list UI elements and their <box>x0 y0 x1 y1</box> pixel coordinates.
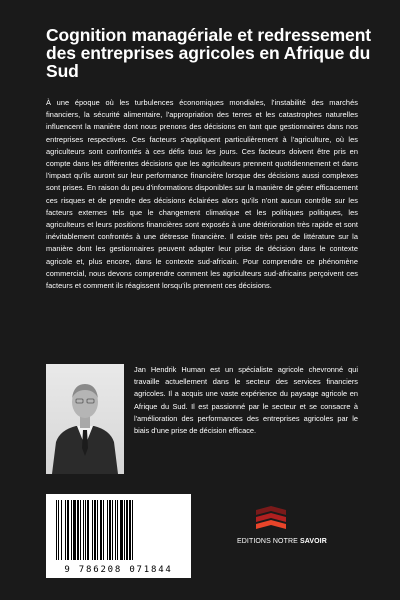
barcode-bar <box>107 500 108 560</box>
author-photo <box>46 364 124 474</box>
publisher-logo-icon <box>254 506 288 532</box>
barcode-bar <box>71 500 72 560</box>
barcode-bar <box>94 500 96 560</box>
barcode-bar <box>103 500 104 560</box>
barcode-bar <box>117 500 118 560</box>
barcode-bar <box>132 500 133 560</box>
publisher-prefix: EDITIONS NOTRE <box>237 538 298 545</box>
barcode-bar <box>67 500 69 560</box>
barcode-bar <box>126 500 128 560</box>
isbn-barcode <box>46 494 191 578</box>
barcode-bar <box>129 500 131 560</box>
barcode-bar <box>115 500 116 560</box>
isbn-number: 9 786208 071844 <box>64 565 173 575</box>
author-bio: Jan Hendrik Human est un spécialiste agricole chevronné qui travaille actuellement dans le secteur des services financiers agricoles. Il a acquis une vaste expérience du paysage agricole en Afrique du Sud. Il est passionné par le secteur et se consacre à l'amélioration des performances des entreprises agricoles par le biais d'une prise de décision efficace. <box>134 365 358 436</box>
barcode-bar <box>83 500 84 560</box>
barcode-icon <box>54 500 183 560</box>
barcode-bar <box>85 500 86 560</box>
barcode-bar <box>109 500 111 560</box>
barcode-bar <box>77 500 79 560</box>
barcode-bar <box>87 500 89 560</box>
barcode-bar <box>73 500 76 560</box>
barcode-bar <box>61 500 62 560</box>
barcode-bar <box>65 500 66 560</box>
barcode-bar <box>58 500 59 560</box>
barcode-bar <box>92 500 93 560</box>
publisher-name <box>237 538 327 545</box>
barcode-bar <box>97 500 98 560</box>
book-summary: À une époque où les turbulences économiques mondiales, l'instabilité des marchés financiers, la sécurité alimentaire, l'appropriation des terres et les catastrophes naturelles influencent la manière dont nous prenons des décisions en tant que gestionnaires dans nos entreprises respectives. Ces facteurs s'appliquent particulièrement à l'agriculture, où les agriculteurs sont confrontés à ces défis tous les jours. Ces facteurs doivent être pris en compte dans les différentes décisions que les agriculteurs prennent quotidiennement et dans l'impact qu'ils auront sur leur performance financière lorsque des décisions aussi complexes sont prises. En raison du peu d'informations disponibles sur la manière de gérer efficacement ces risques et de prendre des décisions éclairées alors qu'ils n'ont aucun contrôle sur les facteurs externes tels que le changement climatique et les politiques politiques, les agriculteurs et leurs positions financières sont exposés à une détérioration très rapide et sont inévitablement confrontés à une détresse financière. Il existe très peu de littérature sur la manière dont les gestionnaires peuvent adapter leur prise de décision dans le contexte agricole et, plus encore, dans le contexte sud-africain. Pour comprendre ce phénomène commercial, nous devons comprendre comment les agriculteurs sud-africains perçoivent ces facteurs et comment ils réagissent lorsqu'ils prennent ces décisions. <box>46 98 358 291</box>
barcode-bar <box>56 500 57 560</box>
barcode-bar <box>120 500 123 560</box>
barcode-bar <box>124 500 125 560</box>
barcode-bar <box>80 500 81 560</box>
book-title: Cognition managériale et redressement des entreprises agricoles en Afrique du Sud <box>46 25 372 81</box>
publisher-brand: SAVOIR <box>299 538 327 545</box>
barcode-bar <box>100 500 102 560</box>
barcode-bar <box>112 500 113 560</box>
